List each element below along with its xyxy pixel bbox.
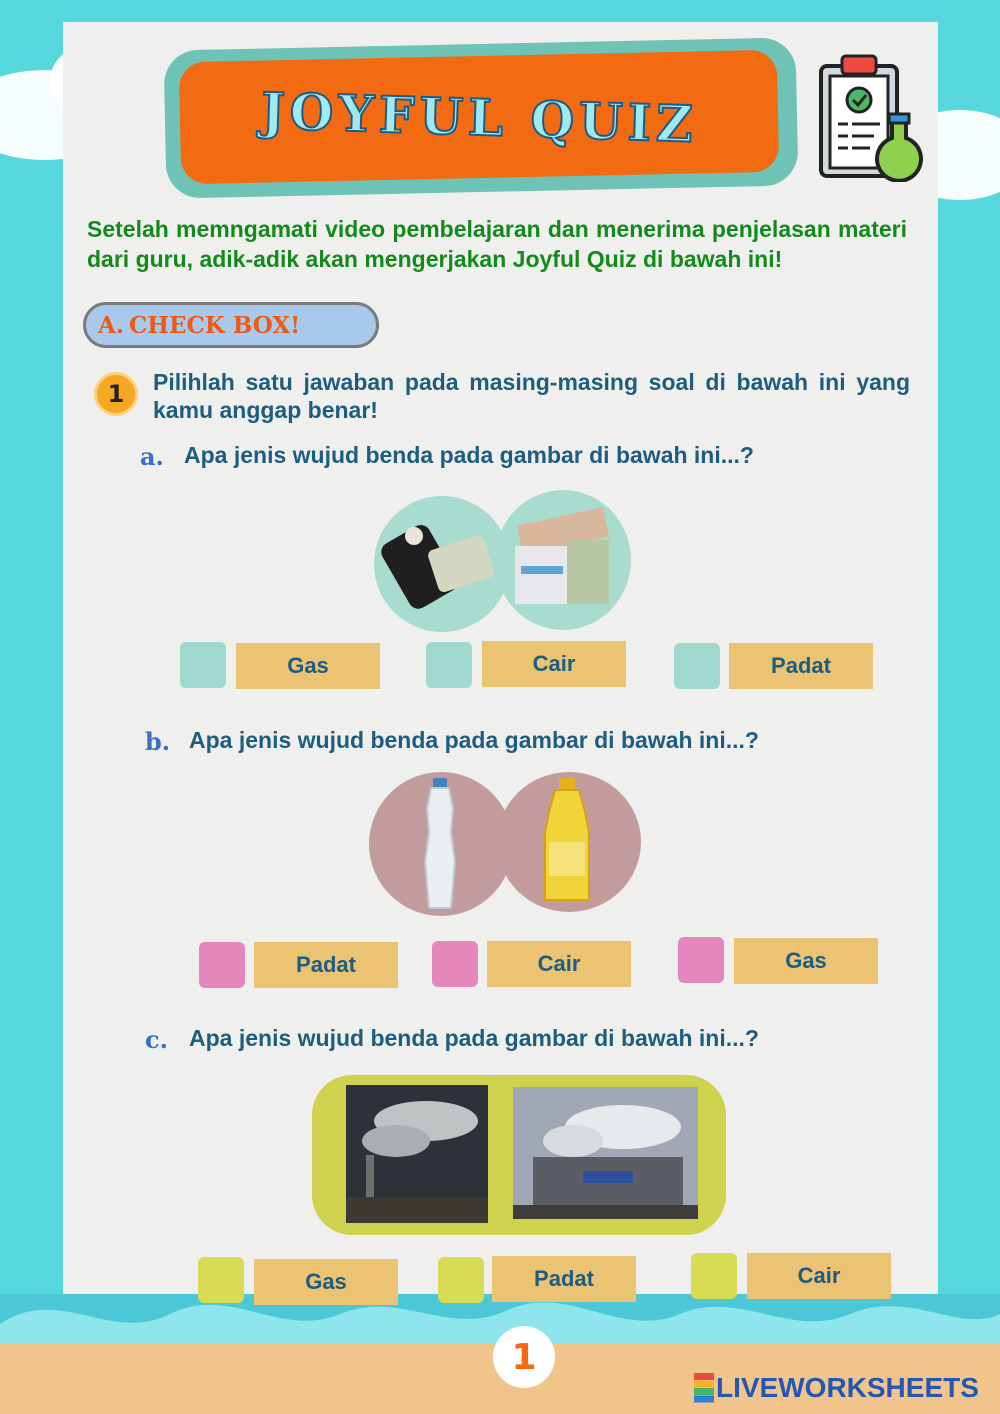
question-b-checkbox-3[interactable] [678, 937, 724, 983]
question-a-option-2[interactable]: Cair [482, 641, 626, 687]
smoke-night-image [346, 1085, 488, 1223]
gas-image-2 [513, 1087, 698, 1219]
title-banner [179, 50, 779, 184]
brand-name: LIVEWORKSHEETS [716, 1372, 979, 1403]
instruction-number-badge: 1 [94, 372, 138, 416]
question-b-letter: b. [145, 727, 171, 756]
question-a-text: Apa jenis wujud benda pada gambar di bawah ini...? [184, 442, 754, 468]
liquid-objects-image-2 [497, 772, 641, 912]
section-title: CHECK BOX! [128, 311, 301, 339]
question-c-checkbox-1[interactable] [198, 1257, 244, 1303]
cooking-oil-bottle-image [497, 772, 641, 912]
liveworksheets-logo-icon [694, 1373, 714, 1403]
question-b-option-3[interactable]: Gas [734, 938, 878, 984]
question-c-checkbox-3[interactable] [691, 1253, 737, 1299]
question-b-checkbox-2[interactable] [432, 941, 478, 987]
wallet-image [374, 496, 510, 632]
section-label [83, 302, 379, 348]
page-title: JOYFUL QUIZ [259, 80, 699, 154]
question-b-option-2[interactable]: Cair [487, 941, 631, 987]
liquid-objects-image-1 [369, 772, 513, 916]
question-b-checkbox-1[interactable] [199, 942, 245, 988]
question-c-checkbox-2[interactable] [438, 1257, 484, 1303]
question-a-option-3[interactable]: Padat [729, 643, 873, 689]
question-c-letter: c. [145, 1025, 168, 1054]
section-letter: A. [98, 311, 124, 339]
liveworksheets-brand[interactable] [694, 1372, 979, 1404]
water-bottle-image [369, 772, 513, 916]
question-a-checkbox-1[interactable] [180, 642, 226, 688]
gas-image-1 [346, 1085, 488, 1223]
question-a-option-1[interactable]: Gas [236, 643, 380, 689]
question-b-option-1[interactable]: Padat [254, 942, 398, 988]
question-a-checkbox-3[interactable] [674, 643, 720, 689]
factory-smoke-image [513, 1087, 698, 1219]
question-b-text: Apa jenis wujud benda pada gambar di bawah ini...? [189, 727, 759, 753]
question-c-option-2[interactable]: Padat [492, 1256, 636, 1302]
question-c-text: Apa jenis wujud benda pada gambar di bawah ini...? [189, 1025, 759, 1051]
question-c-option-1[interactable]: Gas [254, 1259, 398, 1305]
question-a-checkbox-2[interactable] [426, 642, 472, 688]
instruction-text: Pilihlah satu jawaban pada masing-masing soal di bawah ini yang kamu anggap benar! [153, 369, 910, 423]
page-number: 1 [493, 1326, 555, 1388]
question-c-option-3[interactable]: Cair [747, 1253, 891, 1299]
boxes-image [495, 490, 631, 630]
question-a-letter: a. [140, 442, 164, 471]
clipboard-flask-icon [818, 52, 924, 182]
intro-text: Setelah memngamati video pembelajaran dan menerima penjelasan materi dari guru, adik-adik akan mengerjakan Joyful Quiz di bawah ini! [87, 216, 907, 272]
solid-objects-image-2 [495, 490, 631, 630]
solid-objects-image-1 [374, 496, 510, 632]
